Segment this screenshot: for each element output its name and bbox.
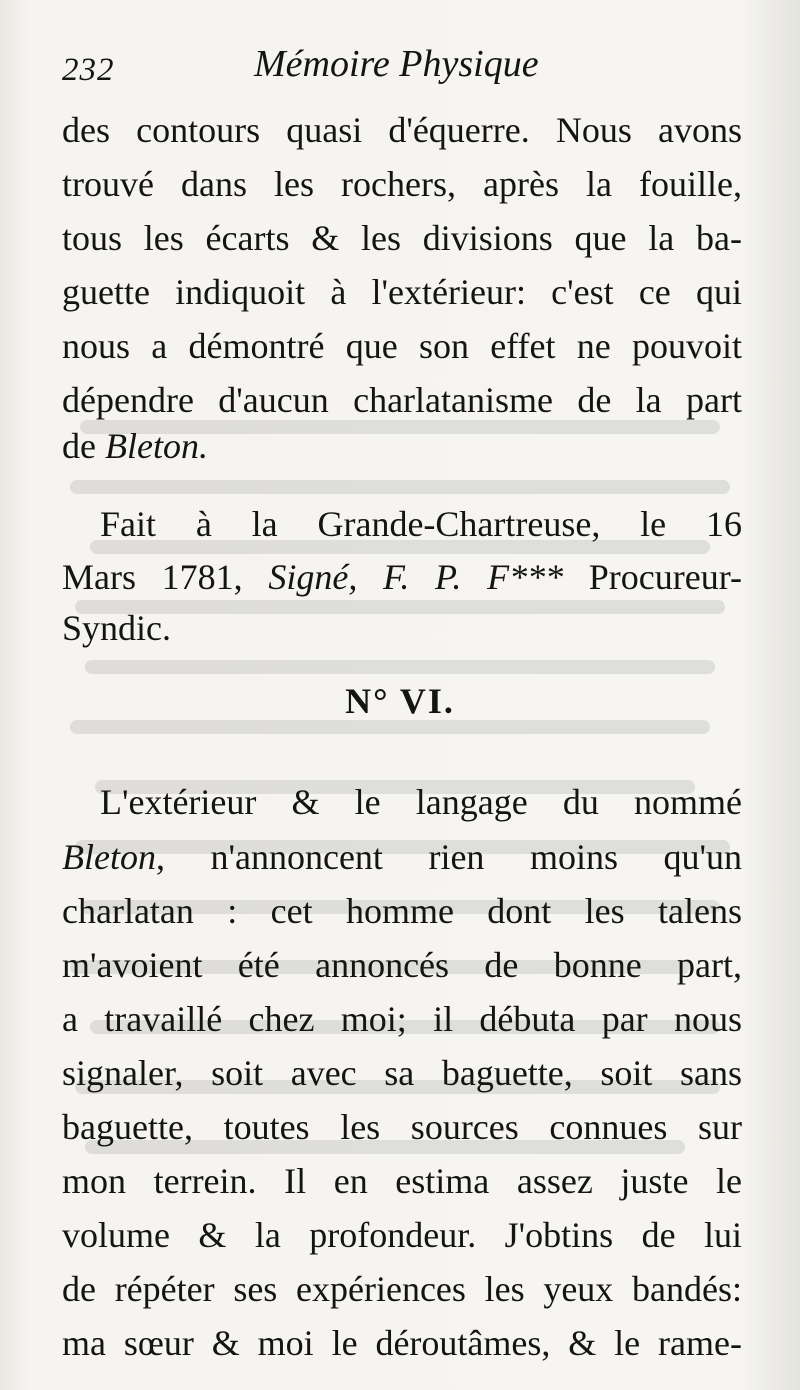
text-line-signature bbox=[62, 553, 742, 601]
text-line: trouvé dans les rochers, après la fouille, bbox=[62, 164, 742, 204]
text-line-last bbox=[62, 422, 742, 470]
text-line: a travaillé chez moi; il débuta par nous bbox=[62, 999, 742, 1039]
signature-italic: Signé, F. P. F*** bbox=[268, 557, 564, 597]
text-line: m'avoient été annoncés de bonne part, bbox=[62, 945, 742, 985]
text-line: ma sœur & moi le déroutâmes, & le rame- bbox=[62, 1323, 742, 1363]
running-title: Mémoire Physique bbox=[254, 43, 539, 85]
name-italic: Bleton. bbox=[104, 426, 208, 466]
text-line: nous a démontré que son effet ne pouvoit bbox=[62, 326, 742, 366]
name-italic: Bleton bbox=[62, 837, 156, 877]
text-line: guette indiquoit à l'extérieur: c'est ce qui bbox=[62, 272, 742, 312]
text-span: Mars 1781, bbox=[62, 557, 269, 597]
text-line: signaler, soit avec sa baguette, soit sans bbox=[62, 1053, 742, 1093]
text-span: Procureur- bbox=[563, 557, 742, 597]
text-span: , n'annoncent rien moins qu'un bbox=[155, 837, 742, 877]
text-line: L'extérieur & le langage du nommé bbox=[100, 782, 742, 822]
text-line: tous les écarts & les divisions que la ba- bbox=[62, 218, 742, 258]
text-line: de répéter ses expériences les yeux bandés: bbox=[62, 1269, 742, 1309]
text-span: de bbox=[62, 426, 105, 466]
section-heading: N° VI. bbox=[345, 681, 455, 721]
text-line: mon terrein. Il en estima assez juste le bbox=[62, 1161, 742, 1201]
page-header bbox=[62, 42, 752, 102]
text-line: charlatan : cet homme dont les talens bbox=[62, 891, 742, 931]
text-line: dépendre d'aucun charlatanisme de la part bbox=[62, 380, 742, 420]
text-line: des contours quasi d'équerre. Nous avons bbox=[62, 110, 742, 150]
text-line: baguette, toutes les sources connues sur bbox=[62, 1107, 742, 1147]
text-line: Syndic. bbox=[62, 608, 172, 648]
text-line: volume & la profondeur. J'obtins de lui bbox=[62, 1215, 742, 1255]
text-line: Fait à la Grande-Chartreuse, le 16 bbox=[100, 504, 742, 544]
text-line-name bbox=[62, 833, 742, 881]
page-number: 232 bbox=[62, 52, 115, 88]
